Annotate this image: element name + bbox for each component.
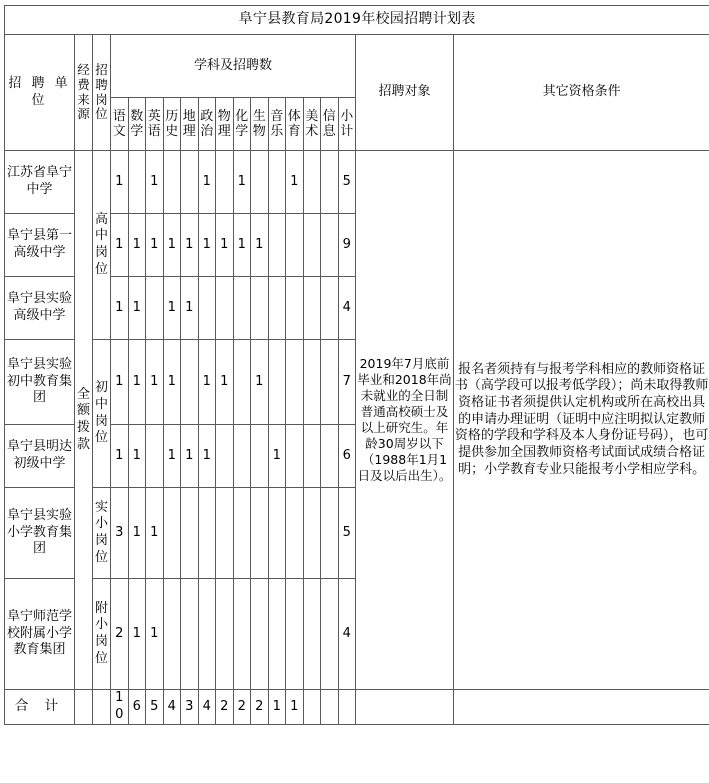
subject-yingyu-line-1: 英 <box>147 108 161 124</box>
count-cell: 1 <box>233 151 251 214</box>
count-cell <box>286 277 304 340</box>
post-high-line-3: 岗 <box>94 245 108 260</box>
subject-tiyu-line-1: 体 <box>287 108 301 124</box>
count-cell: 1 <box>198 425 216 488</box>
count-cell <box>163 151 181 214</box>
post-high-line-1: 高 <box>94 211 108 227</box>
count-cell <box>286 214 304 277</box>
total-count-cell: 1 <box>268 690 286 725</box>
post-attached-primary-line-3: 岗 <box>94 634 108 649</box>
subject-xinxi-line-2: 息 <box>322 124 336 139</box>
count-cell <box>216 151 234 214</box>
count-cell <box>303 425 321 488</box>
post-high-line-4: 位 <box>94 261 108 277</box>
count-cell: 1 <box>146 488 164 579</box>
count-cell <box>321 340 339 425</box>
page-title: 阜宁县教育局2019年校园招聘计划表 <box>5 6 709 35</box>
total-count-cell: 3 <box>181 690 199 725</box>
count-cell <box>216 425 234 488</box>
header-subject-shengwu <box>251 98 269 151</box>
subject-xiaoji-line-2: 计 <box>340 124 354 139</box>
subject-yuwen-line-1: 语 <box>112 108 126 124</box>
subject-shengwu-line-2: 物 <box>252 124 266 139</box>
subject-shengwu-line-1: 生 <box>252 108 266 124</box>
count-cell <box>181 579 199 690</box>
total-post-empty <box>93 690 111 725</box>
post-junior-line-1: 初 <box>94 380 108 396</box>
count-cell: 1 <box>146 151 164 214</box>
count-cell: 1 <box>111 425 129 488</box>
subject-lishi-line-1: 历 <box>165 108 179 124</box>
total-count-cell <box>321 690 339 725</box>
header-funding-source-line-2: 费 <box>77 76 90 92</box>
funding-source-line-3: 拨 <box>76 420 90 435</box>
count-cell <box>286 425 304 488</box>
count-cell <box>163 579 181 690</box>
post-attached-primary <box>93 579 111 690</box>
total-label: 合 计 <box>5 690 75 725</box>
count-cell <box>268 214 286 277</box>
subject-dili-line-2: 理 <box>182 124 196 139</box>
count-cell <box>198 579 216 690</box>
count-subtotal-cell: 6 <box>338 425 356 488</box>
total-count-cell: 1 <box>286 690 304 725</box>
subject-wuli-line-1: 物 <box>217 108 231 124</box>
count-cell <box>233 277 251 340</box>
count-subtotal-cell: 5 <box>338 151 356 214</box>
count-cell <box>146 425 164 488</box>
count-cell <box>233 488 251 579</box>
count-cell: 1 <box>181 425 199 488</box>
header-subject-wuli <box>216 98 234 151</box>
count-cell: 1 <box>181 277 199 340</box>
count-cell: 1 <box>286 151 304 214</box>
count-cell <box>303 277 321 340</box>
count-cell <box>216 579 234 690</box>
count-cell <box>321 277 339 340</box>
total-subtotal-cell <box>338 690 356 725</box>
header-subject-dili <box>181 98 199 151</box>
count-cell <box>198 277 216 340</box>
total-row <box>5 690 709 725</box>
subject-tiyu-line-2: 育 <box>287 124 301 139</box>
count-subtotal-cell: 5 <box>338 488 356 579</box>
count-cell: 1 <box>198 214 216 277</box>
count-cell <box>268 579 286 690</box>
count-cell <box>303 151 321 214</box>
count-cell: 1 <box>181 214 199 277</box>
count-subtotal-cell: 4 <box>338 579 356 690</box>
count-cell <box>251 277 269 340</box>
count-cell <box>303 214 321 277</box>
count-cell <box>321 425 339 488</box>
unit-name: 阜宁县第一高级中学 <box>5 214 75 277</box>
count-cell: 1 <box>128 425 146 488</box>
header-recruit-post-line-4: 位 <box>95 106 108 122</box>
count-cell <box>303 488 321 579</box>
total-count-cell: 5 <box>146 690 164 725</box>
count-cell <box>321 488 339 579</box>
total-funding-source-empty <box>75 690 93 725</box>
post-junior-line-3: 岗 <box>94 413 108 429</box>
total-count-cell: 10 <box>111 690 129 725</box>
count-subtotal-cell: 7 <box>338 340 356 425</box>
count-cell <box>216 488 234 579</box>
count-cell <box>128 151 146 214</box>
count-cell <box>216 277 234 340</box>
header-subject-tiyu <box>286 98 304 151</box>
count-cell <box>251 425 269 488</box>
post-high-school-merged <box>93 151 111 340</box>
unit-name: 阜宁师范学校附属小学教育集团 <box>5 579 75 690</box>
count-cell <box>233 579 251 690</box>
subject-yinyue-line-1: 音 <box>270 108 284 124</box>
total-count-cell: 2 <box>251 690 269 725</box>
count-cell <box>286 488 304 579</box>
count-cell <box>181 151 199 214</box>
subject-yinyue-line-2: 乐 <box>270 124 284 139</box>
post-junior-line-2: 中 <box>94 396 108 412</box>
other-conditions-text: 报名者须持有与报考学科相应的教师资格证书（高学段可以报考低学段）；尚未取得教师资格证书者须提供认定机构或所在高校出具的申请办理证明（证明中应注明拟认定教师资格的学段和学科及本人身份证号码），也可提供参加全国教师资格考试面试成绩合格证明；小学教育专业只能报考小学相应学科。 <box>454 151 709 690</box>
post-exp-primary-line-1: 实 <box>94 499 108 515</box>
count-cell: 1 <box>128 340 146 425</box>
subject-shuxue-line-1: 数 <box>130 108 144 124</box>
header-recruit-post-line-3: 岗 <box>95 91 108 107</box>
header-other-conditions: 其它资格条件 <box>454 35 709 151</box>
count-cell <box>321 579 339 690</box>
count-cell: 3 <box>111 488 129 579</box>
header-recruit-object: 招聘对象 <box>356 35 454 151</box>
header-subject-yinyue <box>268 98 286 151</box>
total-count-cell: 2 <box>216 690 234 725</box>
subject-yuwen-line-2: 文 <box>112 124 126 139</box>
count-cell <box>268 340 286 425</box>
count-cell: 1 <box>198 340 216 425</box>
count-cell <box>251 579 269 690</box>
count-cell: 1 <box>163 214 181 277</box>
header-subjects-group: 学科及招聘数 <box>111 35 356 98</box>
subject-yingyu-line-2: 语 <box>147 124 161 139</box>
subject-huaxue-line-2: 学 <box>235 124 249 139</box>
count-cell: 1 <box>128 214 146 277</box>
total-count-cell: 4 <box>198 690 216 725</box>
header-recruit-post-line-1: 招 <box>95 62 108 77</box>
count-cell: 1 <box>128 277 146 340</box>
count-cell <box>233 340 251 425</box>
subject-wuli-line-2: 理 <box>217 124 231 139</box>
post-attached-primary-line-2: 小 <box>94 617 108 633</box>
count-cell <box>251 488 269 579</box>
header-funding-source-line-1: 经 <box>77 62 90 77</box>
subject-shuxue-line-2: 学 <box>130 124 144 139</box>
count-cell: 1 <box>111 340 129 425</box>
count-cell: 1 <box>163 425 181 488</box>
header-subject-yuwen <box>111 98 129 151</box>
header-funding-source-line-3: 来 <box>77 91 90 107</box>
count-cell <box>268 277 286 340</box>
header-subject-shuxue <box>128 98 146 151</box>
subject-lishi-line-2: 史 <box>165 124 179 139</box>
unit-name: 阜宁县明达初级中学 <box>5 425 75 488</box>
title-row <box>5 6 709 35</box>
funding-source-line-4: 款 <box>76 436 90 452</box>
header-subject-huaxue <box>233 98 251 151</box>
count-cell <box>321 151 339 214</box>
subject-dili-line-1: 地 <box>182 108 196 124</box>
post-high-line-2: 中 <box>94 228 108 244</box>
unit-name: 江苏省阜宁中学 <box>5 151 75 214</box>
count-cell <box>146 277 164 340</box>
funding-source-line-1: 全 <box>76 386 90 402</box>
count-cell: 1 <box>216 340 234 425</box>
total-count-cell: 2 <box>233 690 251 725</box>
count-cell <box>268 488 286 579</box>
post-exp-primary-line-4: 位 <box>94 549 108 565</box>
count-cell: 1 <box>111 151 129 214</box>
unit-name: 阜宁县实验小学教育集团 <box>5 488 75 579</box>
count-cell <box>268 151 286 214</box>
post-exp-primary-line-3: 岗 <box>94 533 108 548</box>
subject-huaxue-line-1: 化 <box>235 108 249 124</box>
count-subtotal-cell: 4 <box>338 277 356 340</box>
header-recruit-post <box>93 35 111 151</box>
funding-source-merged <box>75 151 93 690</box>
count-cell <box>286 579 304 690</box>
table-row <box>5 151 709 214</box>
subject-meishu-line-1: 美 <box>305 108 319 124</box>
header-subject-meishu <box>303 98 321 151</box>
funding-source-line-2: 额 <box>76 403 90 419</box>
count-cell <box>303 579 321 690</box>
header-subject-yingyu <box>146 98 164 151</box>
post-attached-primary-line-4: 位 <box>94 650 108 666</box>
post-junior-school-merged <box>93 340 111 488</box>
count-cell <box>303 340 321 425</box>
header-funding-source <box>75 35 93 151</box>
subject-zhengzhi-line-2: 治 <box>200 124 214 139</box>
total-other-conditions-empty <box>454 690 709 725</box>
header-funding-source-line-4: 源 <box>77 106 90 122</box>
count-cell: 1 <box>146 340 164 425</box>
count-cell: 1 <box>233 214 251 277</box>
count-cell: 1 <box>111 214 129 277</box>
subject-xinxi-line-1: 信 <box>322 108 336 124</box>
total-count-cell <box>303 690 321 725</box>
unit-name: 阜宁县实验初中教育集团 <box>5 340 75 425</box>
count-cell: 1 <box>268 425 286 488</box>
total-count-cell: 4 <box>163 690 181 725</box>
subject-meishu-line-2: 术 <box>305 124 319 139</box>
count-cell <box>181 488 199 579</box>
header-row-top <box>5 35 709 98</box>
count-cell: 1 <box>146 214 164 277</box>
header-subject-lishi <box>163 98 181 151</box>
count-cell: 1 <box>163 340 181 425</box>
header-subject-xinxi <box>321 98 339 151</box>
header-recruit-post-line-2: 聘 <box>95 76 108 92</box>
count-cell: 1 <box>146 579 164 690</box>
count-cell <box>321 214 339 277</box>
count-cell <box>198 488 216 579</box>
recruit-object-text: 2019年7月底前毕业和2018年尚未就业的全日制普通高校硕士及以上研究生。年龄30周岁以下（1988年1月1日及以后出生）。 <box>356 151 454 690</box>
count-cell: 1 <box>251 214 269 277</box>
header-unit: 招 聘 单 位 <box>5 35 75 151</box>
unit-name: 阜宁县实验高级中学 <box>5 277 75 340</box>
count-cell: 1 <box>216 214 234 277</box>
count-cell <box>286 340 304 425</box>
subject-zhengzhi-line-1: 政 <box>200 108 214 124</box>
subject-xiaoji-line-1: 小 <box>340 108 354 124</box>
total-recruit-object-empty <box>356 690 454 725</box>
post-exp-primary-line-2: 小 <box>94 516 108 532</box>
count-cell <box>251 151 269 214</box>
count-cell <box>233 425 251 488</box>
header-subject-xiaoji <box>338 98 356 151</box>
count-cell: 1 <box>251 340 269 425</box>
count-cell: 1 <box>111 277 129 340</box>
count-cell: 1 <box>128 579 146 690</box>
count-cell: 1 <box>163 277 181 340</box>
post-attached-primary-line-1: 附 <box>94 600 108 616</box>
count-cell <box>181 340 199 425</box>
total-count-cell: 6 <box>128 690 146 725</box>
count-cell: 1 <box>128 488 146 579</box>
post-junior-line-4: 位 <box>94 430 108 446</box>
count-cell: 2 <box>111 579 129 690</box>
recruitment-plan-table <box>4 5 709 725</box>
post-exp-primary <box>93 488 111 579</box>
count-subtotal-cell: 9 <box>338 214 356 277</box>
count-cell: 1 <box>198 151 216 214</box>
count-cell <box>163 488 181 579</box>
header-subject-zhengzhi <box>198 98 216 151</box>
